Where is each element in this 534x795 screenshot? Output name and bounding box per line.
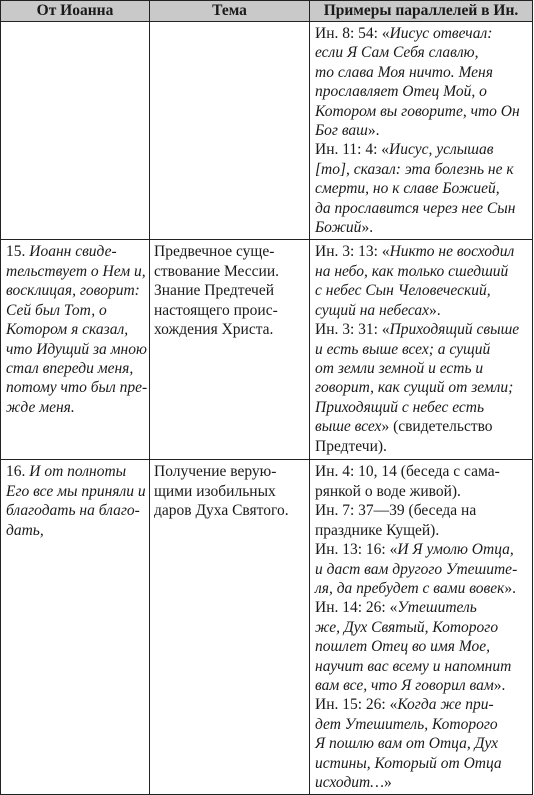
italic-run: да прославится через нее Сын (315, 199, 516, 217)
italic-run: жде меня. (6, 398, 75, 416)
text-line: даров Духа Святого. (154, 502, 289, 520)
text-line (315, 715, 529, 734)
text-line (315, 657, 529, 676)
text-line (315, 340, 529, 359)
italic-run: вам все, что Я говорил вам (315, 676, 494, 694)
table-row-continuation (1, 22, 533, 240)
cell-parallels (310, 240, 533, 460)
roman-run: 16. (6, 463, 30, 481)
italic-run: пошлет Отец во имя Мое, (315, 638, 491, 656)
italic-run: с небес Сын Человеческий, (315, 282, 491, 300)
italic-run: и есть выше всех; а сущий (315, 340, 491, 358)
parallels-text (310, 22, 532, 239)
italic-run: Когда же при- (397, 696, 494, 714)
text-line (315, 320, 529, 339)
text-line (315, 121, 529, 140)
roman-run: Ин. 3: 31: « (315, 321, 390, 339)
italic-run: Иисус, услышав (389, 141, 494, 159)
roman-run: Ин. 11: 4: « (315, 141, 390, 159)
text-line (6, 281, 147, 300)
column-header-theme: Тема (150, 1, 310, 22)
text-line (315, 199, 529, 218)
italic-run: Котором я сказал, (6, 321, 129, 339)
roman-run: ». (367, 122, 380, 140)
text-line (6, 359, 147, 378)
italic-run: выше всех (315, 418, 382, 436)
text-line (315, 598, 529, 617)
roman-run: Ин. 15: 26: « (315, 696, 398, 714)
text-line: хождения Христа. (154, 321, 274, 339)
italic-run: Я пошлю вам от Отца, Дух (315, 735, 499, 753)
italic-run: восклицая, говорит: (6, 282, 140, 300)
italic-run: то слава Моя ничто. Меня (315, 63, 493, 81)
text-line (315, 218, 529, 237)
table-row-15 (1, 240, 533, 460)
text-line (6, 320, 147, 339)
text-line (6, 340, 147, 359)
italic-run: же, Дух Святый, Которого (315, 618, 499, 636)
text-line (315, 82, 529, 101)
text-line (6, 521, 147, 540)
text-line (6, 301, 147, 320)
text-line (315, 437, 529, 456)
text-line (315, 24, 529, 43)
cell-john-empty (1, 22, 150, 240)
table-header-row (1, 1, 533, 22)
text-line: Знание Предтечей (154, 282, 275, 300)
text-line: Предвечное суще- (154, 243, 275, 261)
text-line (6, 378, 147, 397)
italic-run: [то], сказал: эта болезнь не к (315, 160, 514, 178)
text-line (315, 637, 529, 656)
italic-run: сущий на небесах (315, 301, 429, 319)
text-line (315, 417, 529, 436)
text-line (6, 462, 147, 481)
italic-run: Котором вы говорите, что Он (315, 102, 520, 120)
roman-run: Ин. 4: 10, 14 (беседа с сама- (315, 463, 500, 481)
text-line (315, 521, 529, 540)
italic-run: стал впереди меня, (6, 359, 134, 377)
italic-run: Иоанн свиде- (29, 243, 117, 261)
italic-run: дать, (6, 521, 44, 539)
text-line (315, 618, 529, 637)
column-header-parallels: Примеры параллелей в Ин. (310, 1, 533, 22)
cell-parallels (310, 22, 533, 240)
roman-run: » (384, 773, 392, 791)
text-line (315, 160, 529, 179)
roman-run: ». (504, 579, 516, 597)
cell-theme (150, 460, 310, 795)
italic-run: благодать на благо- (6, 502, 140, 520)
roman-run: ». (429, 301, 441, 319)
italic-run: от земли земной и есть и (315, 359, 484, 377)
italic-run: Иисус отвечал: (389, 25, 493, 42)
italic-run: что Идущий за мною (6, 340, 147, 358)
roman-run: ». (493, 676, 506, 694)
theme-text (150, 460, 309, 522)
text-line (315, 676, 529, 695)
text-line (315, 102, 529, 121)
text-line (6, 242, 147, 261)
text-line (315, 140, 529, 159)
text-line (6, 398, 147, 417)
text-line (315, 398, 529, 417)
italic-run: и даст вам другого Утешите- (315, 560, 518, 578)
cell-parallels (310, 460, 533, 795)
text-line: настоящего проис- (154, 301, 278, 319)
text-line (315, 560, 529, 579)
italic-run: потому что был пре- (6, 379, 148, 397)
cell-john (1, 460, 150, 795)
text-line (315, 179, 529, 198)
text-line (315, 695, 529, 714)
text-line (315, 242, 529, 261)
italic-run: научит вас всему и напомнит (315, 657, 512, 675)
italic-run: на небо, как только сшедший (315, 262, 509, 280)
text-line (315, 359, 529, 378)
cell-theme-empty (150, 22, 310, 240)
roman-run: Ин. 7: 37—39 (беседа на (315, 502, 477, 520)
john-text (1, 460, 149, 542)
text-line (6, 501, 147, 520)
roman-run: ». (361, 219, 374, 237)
roman-run: Предтечи). (315, 437, 387, 455)
roman-run: Ин. 8: 54: « (315, 25, 390, 42)
text-line (315, 734, 529, 753)
text-line: щими изобильных (154, 482, 276, 500)
text-line (6, 482, 147, 501)
cell-theme (150, 240, 310, 460)
parallels-text (310, 240, 532, 457)
roman-run: Ин. 3: 13: « (315, 243, 390, 261)
text-line (315, 540, 529, 559)
roman-run: рянкой о воде живой). (315, 482, 461, 500)
italic-run: Его все мы приняли и (6, 482, 146, 500)
text-line: Получение верую- (154, 463, 277, 481)
text-line (315, 301, 529, 320)
text-line (6, 262, 147, 281)
italic-run: Бог ваш (315, 122, 368, 140)
italic-run: исходит… (315, 773, 385, 791)
italic-run: Божий (315, 219, 362, 237)
italic-run: прославляет Отец Мой, о (315, 83, 487, 101)
text-line (315, 579, 529, 598)
italic-run: Приходящий с небес есть (315, 398, 485, 416)
column-header-john: От Иоанна (1, 1, 150, 22)
john-text (1, 240, 149, 419)
text-line (315, 43, 529, 62)
italic-run: если Я Сам Себя славлю, (315, 44, 479, 62)
text-line (315, 501, 529, 520)
roman-run: празднике Кущей). (315, 521, 440, 539)
italic-run: И Я умолю Отца, (397, 541, 514, 559)
text-line (315, 63, 529, 82)
italic-run: смерти, но к славе Божией, (315, 180, 500, 198)
table-row-16 (1, 460, 533, 795)
italic-run: ля, да пребудет с вами вовек (315, 579, 505, 597)
text-line (315, 281, 529, 300)
text-line (315, 462, 529, 481)
roman-run: Ин. 14: 26: « (315, 599, 398, 617)
text-line (315, 378, 529, 397)
parallels-text (310, 460, 532, 794)
text-line (315, 262, 529, 281)
italic-run: тельствует о Нем и, (6, 262, 146, 280)
theme-text (150, 240, 309, 341)
roman-run: » (свидетельство (381, 418, 493, 436)
italic-run: говорит, как сущий от земли; (315, 379, 514, 397)
text-line (315, 482, 529, 501)
italic-run: Никто не восходил (389, 243, 515, 261)
text-line: ствование Мессии. (154, 262, 280, 280)
italic-run: Приходящий свыше (389, 321, 520, 339)
italic-run: Сей был Тот, о (6, 301, 107, 319)
text-line (315, 773, 529, 792)
italic-run: истины, Который от Отца (315, 754, 502, 772)
italic-run: И от полноты (29, 463, 127, 481)
cell-john (1, 240, 150, 460)
italic-run: Утешитель (397, 599, 477, 617)
roman-run: 15. (6, 243, 30, 261)
text-line (315, 754, 529, 773)
roman-run: Ин. 13: 16: « (315, 541, 398, 559)
italic-run: дет Утешитель, Которого (315, 715, 498, 733)
